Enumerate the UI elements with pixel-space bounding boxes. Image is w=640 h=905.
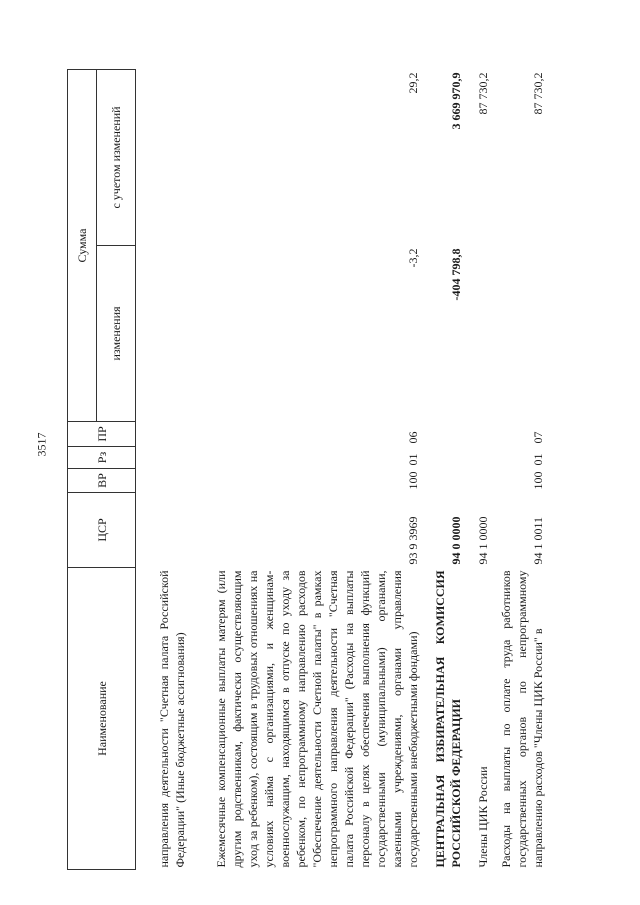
row-vr bbox=[424, 469, 467, 493]
row-name: Ежемесячные компенсационные выплаты матерям (или другим родственникам, фактически осуществляющим уход за ребенком), состоящим в трудовых отношениях на условиях найма с организациями, и женщинам-военнослужащим, находящимся в отпуске по уходу за ребенком, по непрограммному направлению расходов "Обеспечение деятельности Счетной палаты" в рамках непрограммного направления деятельности "Счетная палата Российской Федерации" (Расходы на выплаты персоналу в целях обеспечения выполнения функций государственными (муниципальными) органами, казенными учреждениями, органами управления государственными внебюджетными фондами) bbox=[214, 570, 420, 868]
row-rz bbox=[467, 447, 494, 469]
header-izmeneniya: изменения bbox=[97, 246, 136, 422]
table-row bbox=[467, 69, 494, 869]
row-vr bbox=[467, 469, 494, 493]
table-row bbox=[191, 69, 424, 869]
row-name: Члены ЦИК России bbox=[476, 766, 490, 868]
header-s-uchetom: с учетом изменений bbox=[97, 69, 136, 245]
row-total: 3 669 970,9 bbox=[449, 72, 463, 130]
header-name: Наименование bbox=[68, 568, 136, 870]
row-pr: 06 bbox=[406, 431, 420, 444]
header-rz: Рз bbox=[68, 447, 136, 469]
row-csr: 94 1 0000 bbox=[476, 516, 490, 565]
row-change bbox=[136, 246, 192, 422]
page-number: 3517 bbox=[34, 432, 49, 457]
row-pr: 07 bbox=[531, 431, 545, 444]
budget-table-rotated bbox=[67, 70, 587, 870]
table-header-row bbox=[68, 69, 97, 869]
row-pr bbox=[467, 422, 494, 447]
row-csr bbox=[136, 493, 192, 568]
row-change: -404 798,8 bbox=[449, 248, 463, 301]
row-vr: 100 bbox=[531, 471, 545, 490]
budget-table bbox=[67, 69, 549, 870]
row-csr: 94 1 0011 bbox=[531, 516, 545, 565]
row-rz bbox=[136, 447, 192, 469]
row-name: Расходы на выплаты по оплате труда работников государственных органов по непрограммному направлению расходов "Члены ЦИК России" в bbox=[499, 570, 545, 868]
header-vr: ВР bbox=[68, 469, 136, 493]
row-csr: 93 9 3969 bbox=[406, 516, 420, 565]
row-change: -3,2 bbox=[406, 248, 420, 268]
row-total: 87 730,2 bbox=[531, 72, 545, 115]
row-vr: 100 bbox=[406, 471, 420, 490]
row-pr bbox=[424, 422, 467, 447]
row-change bbox=[467, 246, 494, 422]
row-vr bbox=[136, 469, 192, 493]
header-csr: ЦСР bbox=[68, 493, 136, 568]
table-row bbox=[494, 69, 549, 869]
row-rz: 01 bbox=[531, 453, 545, 466]
row-name: ЦЕНТРАЛЬНАЯ ИЗБИРАТЕЛЬНАЯ КОМИССИЯ РОССИЙСКОЙ ФЕДЕРАЦИИ bbox=[433, 570, 463, 868]
row-rz: 01 bbox=[406, 453, 420, 466]
row-change bbox=[494, 246, 549, 422]
table-row bbox=[136, 69, 192, 869]
row-rz bbox=[424, 447, 467, 469]
header-summa: Сумма bbox=[68, 69, 97, 421]
row-total: 87 730,2 bbox=[476, 72, 490, 115]
row-total: 29,2 bbox=[406, 72, 420, 94]
row-total bbox=[136, 69, 192, 245]
row-csr: 94 0 0000 bbox=[449, 516, 463, 565]
table-row bbox=[424, 69, 467, 869]
header-pr: ПР bbox=[68, 422, 136, 447]
row-pr bbox=[136, 422, 192, 447]
row-name: направления деятельности "Счетная палата Российской Федерации" (Иные бюджетные ассигнования) bbox=[157, 570, 187, 868]
